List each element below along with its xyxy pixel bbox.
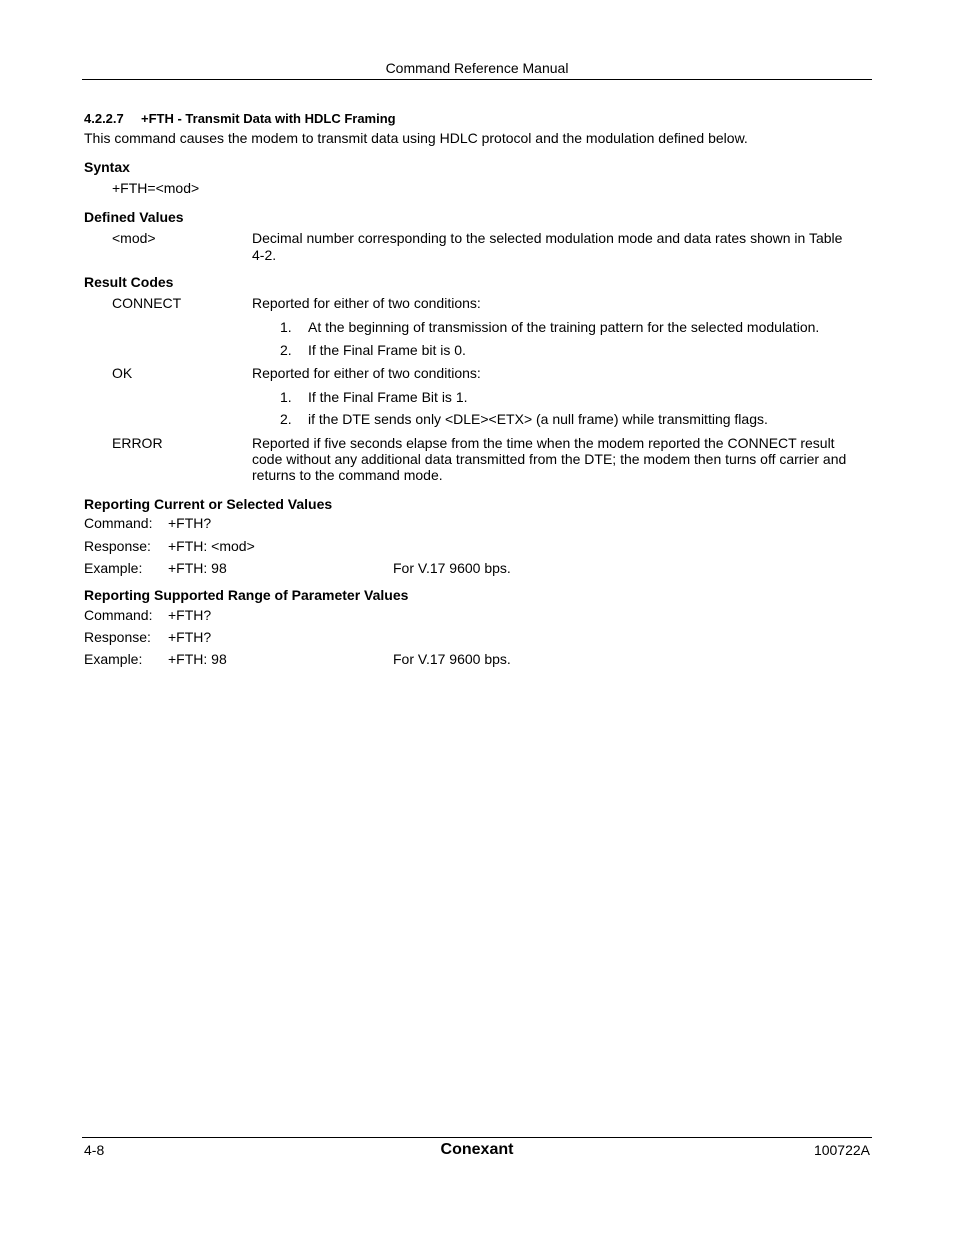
- page-number: 4-8: [84, 1142, 105, 1158]
- result-codes-heading: Result Codes: [84, 274, 174, 290]
- section-intro: This command causes the modem to transmit data using HDLC protocol and the modulation defined below.: [84, 130, 748, 146]
- syntax-text: +FTH=<mod>: [112, 180, 200, 196]
- reporting-note: For V.17 9600 bps.: [393, 651, 511, 667]
- list-number: 2.: [280, 411, 292, 427]
- list-number: 2.: [280, 342, 292, 358]
- result-code-ok: OK: [112, 365, 133, 381]
- list-item-text: If the Final Frame bit is 0.: [308, 342, 466, 358]
- result-code-ok-desc: Reported for either of two conditions:: [252, 365, 481, 381]
- defined-value-term: <mod>: [112, 230, 156, 246]
- reporting-range-heading: Reporting Supported Range of Parameter Values: [84, 587, 409, 603]
- result-code-error-desc: Reported if five seconds elapse from the time when the modem reported the CONNECT result code without any additional data transmitted from the DTE; the modem then turns off carrier and returns to the command mode.: [252, 435, 847, 483]
- document-number: 100722A: [813, 1142, 870, 1158]
- reporting-value: +FTH: <mod>: [168, 538, 255, 554]
- list-number: 1.: [280, 389, 292, 405]
- reporting-label: Example:: [84, 560, 143, 576]
- reporting-current-heading: Reporting Current or Selected Values: [84, 496, 333, 512]
- header-rule: [82, 79, 872, 80]
- footer-company: Conexant: [440, 1141, 514, 1158]
- reporting-value: +FTH: 98: [168, 560, 227, 576]
- reporting-label: Response:: [84, 538, 151, 554]
- list-item-text: If the Final Frame Bit is 1.: [308, 389, 468, 405]
- list-number: 1.: [280, 319, 292, 335]
- reporting-value: +FTH?: [168, 629, 212, 645]
- section-number: 4.2.2.7: [84, 111, 124, 126]
- reporting-label: Example:: [84, 651, 143, 667]
- list-item-text: At the beginning of transmission of the training pattern for the selected modulation.: [308, 319, 820, 335]
- result-code-error: ERROR: [112, 435, 163, 451]
- list-item-text: if the DTE sends only <DLE><ETX> (a null frame) while transmitting flags.: [308, 411, 768, 427]
- footer-rule: [82, 1137, 872, 1138]
- reporting-label: Response:: [84, 629, 151, 645]
- defined-values-heading: Defined Values: [84, 209, 184, 225]
- reporting-value: +FTH?: [168, 607, 212, 623]
- reporting-value: +FTH?: [168, 515, 212, 531]
- result-code-connect-desc: Reported for either of two conditions:: [252, 295, 481, 311]
- defined-value-desc: Decimal number corresponding to the selected modulation mode and data rates shown in Table 4-2.: [252, 230, 843, 263]
- section-title: +FTH - Transmit Data with HDLC Framing: [141, 111, 396, 126]
- reporting-value: +FTH: 98: [168, 651, 227, 667]
- running-header: Command Reference Manual: [385, 60, 569, 76]
- result-code-connect: CONNECT: [112, 295, 182, 311]
- reporting-note: For V.17 9600 bps.: [393, 560, 511, 576]
- reporting-label: Command:: [84, 515, 153, 531]
- reporting-label: Command:: [84, 607, 153, 623]
- syntax-heading: Syntax: [84, 159, 130, 175]
